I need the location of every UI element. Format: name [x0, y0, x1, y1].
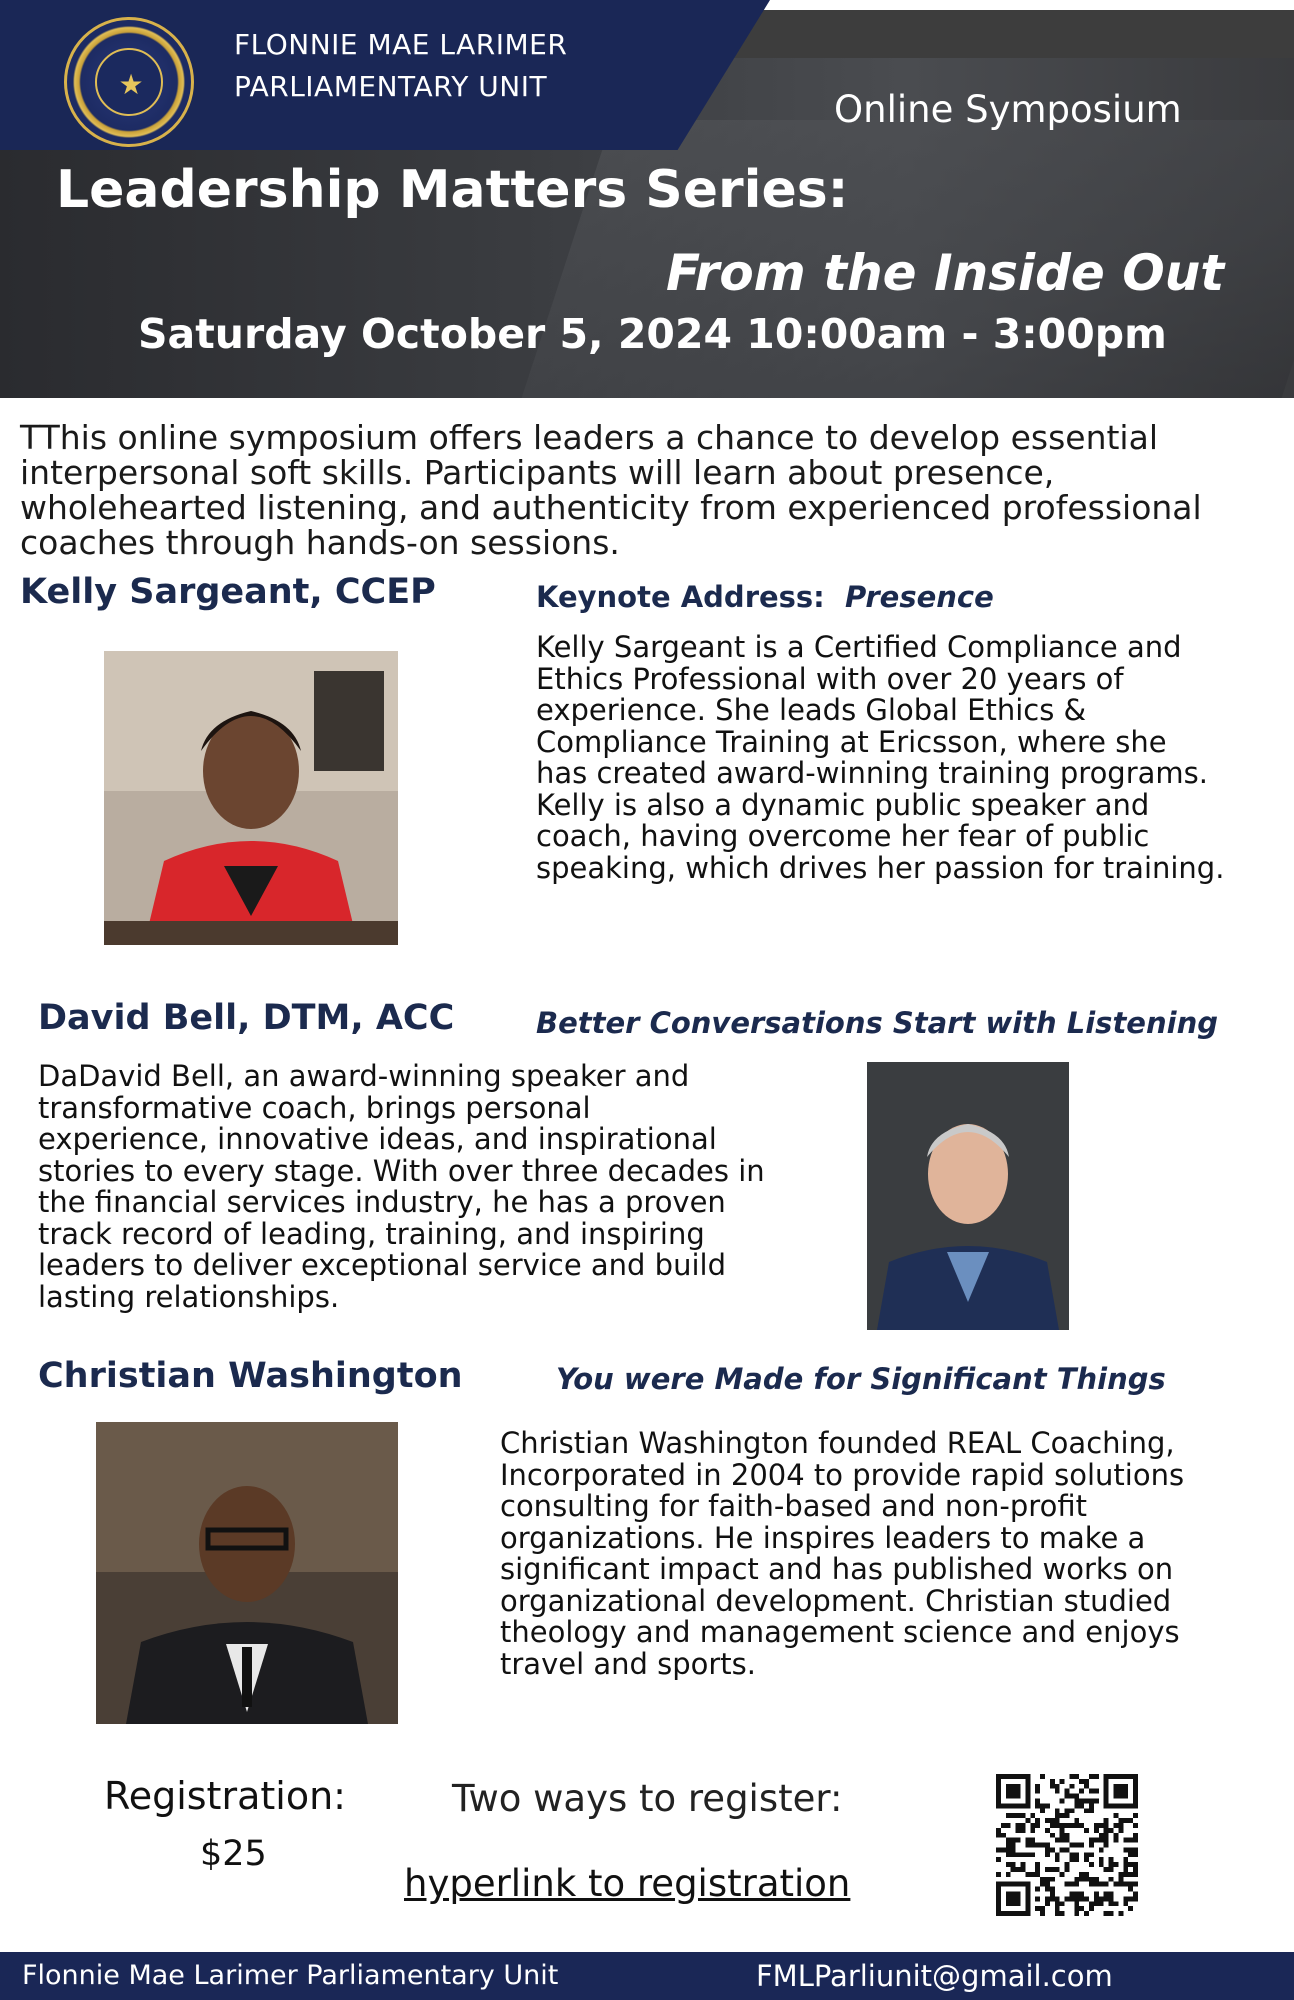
speaker-photo-christian: [96, 1422, 398, 1724]
intro-paragraph: TThis online symposium offers leaders a chance to develop essential interpersonal soft skills. Participants will learn about presence, wholehearted listening, and authenticity from experienced professional coaches through hands-on sessions.: [20, 418, 1202, 562]
org-title-line2: PARLIAMENTARY UNIT: [234, 70, 548, 103]
speaker-photo-david: [867, 1062, 1069, 1330]
talk-title-kelly: [536, 580, 994, 614]
footer-email-link[interactable]: FMLParliunit@gmail.com: [756, 1959, 1113, 1993]
footer-org-name: Flonnie Mae Larimer Parliamentary Unit: [22, 1960, 559, 1991]
event-datetime: Saturday October 5, 2024 10:00am - 3:00pm: [138, 310, 1167, 358]
registration-qr-code[interactable]: [996, 1774, 1138, 1916]
talk-title-text: Presence: [845, 580, 994, 614]
footer-bar: [0, 1952, 1294, 2000]
speaker-name-david: David Bell, DTM, ACC: [38, 998, 455, 1038]
event-type: Online Symposium: [834, 88, 1182, 131]
speaker-photo-kelly: [104, 651, 398, 945]
speaker-name-kelly: Kelly Sargeant, CCEP: [20, 572, 436, 612]
speaker-bio-david: DaDavid Bell, an award-winning speaker and transformative coach, brings personal experience, innovative ideas, and inspirational stories to every stage. With over three decades in the financial services industry, he has a proven track record of leading, training, and inspiring leaders to deliver exceptional service and build lasting relationships.: [38, 1059, 765, 1314]
register-ways-text: Two ways to register:: [452, 1777, 843, 1820]
talk-title-christian: You were Made for Significant Things: [556, 1362, 1166, 1396]
hero-banner: [0, 0, 1294, 398]
org-title: [234, 24, 654, 108]
speaker-name-christian: Christian Washington: [38, 1356, 463, 1396]
speaker-bio-christian: Christian Washington founded REAL Coaching, Incorporated in 2004 to provide rapid solutions consulting for faith-based and non-profit organizations. He inspires leaders to make a significant impact and has published works on organizational development. Christian studied theology and management science and enjoys travel and sports.: [500, 1426, 1185, 1681]
registration-label: Registration:: [104, 1774, 346, 1818]
org-title-line1: FLONNIE MAE LARIMER: [234, 28, 568, 61]
series-subtitle: From the Inside Out: [666, 244, 1225, 302]
registration-price: $25: [200, 1834, 267, 1874]
unit-seal-logo: [64, 17, 194, 147]
talk-title-david: Better Conversations Start with Listening: [536, 1006, 1218, 1040]
series-title: Leadership Matters Series:: [56, 160, 849, 220]
keynote-label: Keynote Address:: [536, 580, 825, 614]
registration-link[interactable]: hyperlink to registration: [404, 1862, 851, 1905]
star-icon: ★: [118, 68, 144, 101]
speaker-bio-kelly: Kelly Sargeant is a Certified Compliance and Ethics Professional with over 20 years of experience. She leads Global Ethics & Compliance Training at Ericsson, where she has created award-winning training programs. Kelly is also a dynamic public speaker and coach, having overcome her fear of public speaking, which drives her passion for training.: [536, 630, 1225, 885]
